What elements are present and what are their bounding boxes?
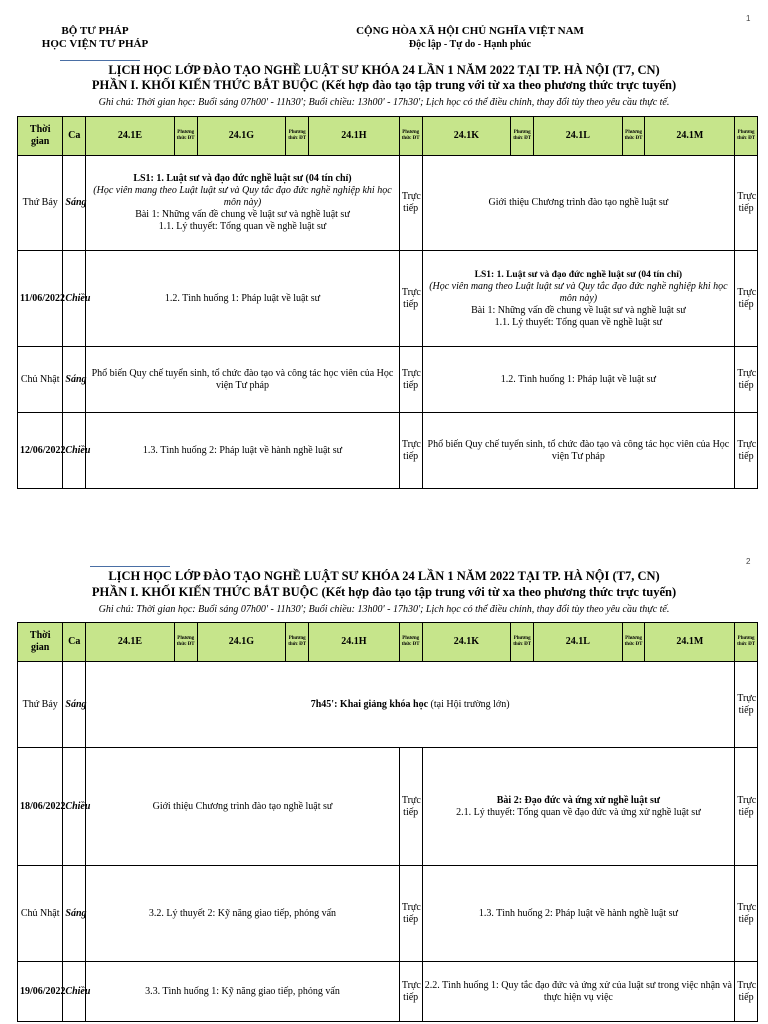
- method-cell: Trực tiếp: [735, 251, 758, 347]
- ministry-name: BỘ TƯ PHÁP: [61, 25, 129, 37]
- lesson-cell: 3.2. Lý thuyết 2: Kỹ năng giao tiếp, phỏng vấn: [86, 866, 400, 962]
- method-cell: Trực tiếp: [399, 866, 422, 962]
- lesson-cell: 3.3. Tình huống 1: Kỹ năng giao tiếp, phỏng vấn: [86, 962, 400, 1022]
- method-cell: Trực tiếp: [399, 413, 422, 489]
- method-cell: Trực tiếp: [735, 662, 758, 748]
- method-cell: Trực tiếp: [399, 962, 422, 1022]
- day-label: Thứ Bảy: [18, 156, 63, 251]
- col-method: Phương thức ĐT: [511, 623, 534, 662]
- col-class-k: 24.1K: [422, 117, 511, 156]
- session-label: Sáng: [63, 662, 86, 748]
- session-label: Chiều: [63, 413, 86, 489]
- motto: Độc lập - Tự do - Hạnh phúc: [408, 39, 532, 50]
- col-method: Phương thức ĐT: [622, 117, 645, 156]
- page-number: 2: [746, 557, 751, 566]
- col-class-g: 24.1G: [197, 623, 286, 662]
- country-name: CỘNG HÒA XÃ HỘI CHỦ NGHĨA VIỆT NAM: [356, 25, 584, 37]
- opening-ceremony-location: (tại Hội trường lớn): [428, 698, 510, 710]
- day-label: Thứ Bảy: [18, 662, 63, 748]
- method-cell: Trực tiếp: [735, 866, 758, 962]
- session-label: Chiều: [63, 748, 86, 866]
- table-row: [18, 962, 758, 1022]
- lesson-cell: 1.3. Tình huống 2: Pháp luật về hành nghề luật sư: [422, 866, 735, 962]
- lesson-cell: Giới thiệu Chương trình đào tạo nghề luật sư: [422, 156, 735, 251]
- academy-name: HỌC VIỆN TƯ PHÁP: [41, 38, 149, 50]
- day-label: Chủ Nhật: [18, 347, 63, 413]
- table-row: [18, 413, 758, 489]
- col-method: Phương thức ĐT: [399, 117, 422, 156]
- header-divider: [90, 566, 170, 567]
- date-label: 19/06/2022: [18, 962, 63, 1022]
- col-time: Thời gian: [18, 117, 63, 156]
- lesson-note: (Học viên mang theo Luật luật sư và Quy tắc đạo đức nghề nghiệp khi học môn này): [429, 280, 728, 304]
- opening-ceremony-cell: [86, 662, 735, 748]
- header-divider: [60, 60, 140, 61]
- col-method: Phương thức ĐT: [622, 623, 645, 662]
- schedule-title: LỊCH HỌC LỚP ĐÀO TẠO NGHỀ LUẬT SƯ KHÓA 24 LẦN 1 NĂM 2022 TẠI TP. HÀ NỘI (T7, CN): [108, 569, 660, 583]
- lesson-line: 1.1. Lý thuyết: Tổng quan về nghề luật sư: [494, 316, 663, 328]
- lesson-title: LS1: 1. Luật sư và đạo đức nghề luật sư (04 tín chỉ): [133, 173, 352, 184]
- day-label: Chủ Nhật: [18, 866, 63, 962]
- col-time: Thời gian: [18, 623, 63, 662]
- table-header-row: [18, 623, 758, 662]
- schedule-table-page2: [17, 622, 758, 1022]
- col-class-k: 24.1K: [422, 623, 511, 662]
- schedule-note: Ghi chú: Thời gian học: Buổi sáng 07h00' - 11h30'; Buổi chiều: 13h00' - 17h30'; Lịch học có thể điều chỉnh, thay đổi tùy theo yêu cầu thực tế.: [98, 97, 670, 108]
- table-header-row: [18, 117, 758, 156]
- col-method: Phương thức ĐT: [286, 623, 309, 662]
- date-label: 12/06/2022: [18, 413, 63, 489]
- col-class-e: 24.1E: [86, 623, 175, 662]
- lesson-line: 2.1. Lý thuyết: Tổng quan về đạo đức và ứng xử nghề luật sư: [456, 806, 701, 818]
- method-cell: Trực tiếp: [399, 347, 422, 413]
- col-method: Phương thức ĐT: [399, 623, 422, 662]
- org-header-right: [330, 25, 610, 51]
- method-cell: Trực tiếp: [735, 347, 758, 413]
- col-class-h: 24.1H: [309, 117, 400, 156]
- col-method: Phương thức ĐT: [735, 117, 758, 156]
- lesson-cell: 2.2. Tình huống 1: Quy tắc đạo đức và ứng xử của luật sư trong việc nhận và thực hiện vụ việc: [422, 962, 735, 1022]
- schedule-title: LỊCH HỌC LỚP ĐÀO TẠO NGHỀ LUẬT SƯ KHÓA 24 LẦN 1 NĂM 2022 TẠI TP. HÀ NỘI (T7, CN): [108, 63, 660, 77]
- method-cell: Trực tiếp: [399, 748, 422, 866]
- table-row: [18, 156, 758, 251]
- col-method: Phương thức ĐT: [735, 623, 758, 662]
- method-cell: Trực tiếp: [735, 156, 758, 251]
- date-label: 11/06/2022: [18, 251, 63, 347]
- lesson-cell: 1.2. Tình huống 1: Pháp luật về luật sư: [422, 347, 735, 413]
- page-number: 1: [746, 14, 751, 23]
- col-class-m: 24.1M: [645, 623, 735, 662]
- lesson-title: Bài 2: Đạo đức và ứng xử nghề luật sư: [496, 794, 660, 806]
- col-class-l: 24.1L: [533, 623, 622, 662]
- col-class-h: 24.1H: [309, 623, 400, 662]
- schedule-note: Ghi chú: Thời gian học: Buổi sáng 07h00' - 11h30'; Buổi chiều: 13h00' - 17h30'; Lịch học có thể điều chỉnh, thay đổi tùy theo yêu cầu thực tế.: [98, 604, 670, 615]
- col-ca: Ca: [63, 623, 86, 662]
- col-class-e: 24.1E: [86, 117, 175, 156]
- session-label: Sáng: [63, 156, 86, 251]
- lesson-line: 1.1. Lý thuyết: Tổng quan về nghề luật sư: [158, 221, 327, 232]
- lesson-cell: Phổ biến Quy chế tuyển sinh, tổ chức đào tạo và công tác học viên của Học viện Tư pháp: [422, 413, 735, 489]
- table-row: [18, 866, 758, 962]
- schedule-subtitle: PHẦN I. KHỐI KIẾN THỨC BẮT BUỘC (Kết hợp đào tạo tập trung với từ xa theo phương thức trực tuyến): [91, 585, 677, 599]
- lesson-cell: [86, 156, 400, 251]
- org-header-left: [20, 25, 170, 51]
- col-method: Phương thức ĐT: [286, 117, 309, 156]
- session-label: Chiều: [63, 251, 86, 347]
- lesson-cell: Phổ biến Quy chế tuyển sinh, tổ chức đào tạo và công tác học viên của Học viện Tư pháp: [86, 347, 400, 413]
- col-method: Phương thức ĐT: [174, 117, 197, 156]
- opening-ceremony-label: 7h45': Khai giảng khóa học: [310, 698, 429, 710]
- session-label: Sáng: [63, 347, 86, 413]
- lesson-cell: [422, 748, 735, 866]
- lesson-cell: Giới thiệu Chương trình đào tạo nghề luật sư: [86, 748, 400, 866]
- lesson-title: LS1: 1. Luật sư và đạo đức nghề luật sư (04 tín chỉ): [474, 269, 683, 280]
- table-row: [18, 347, 758, 413]
- table-row: [18, 748, 758, 866]
- session-label: Chiều: [63, 962, 86, 1022]
- method-cell: Trực tiếp: [399, 251, 422, 347]
- col-class-m: 24.1M: [645, 117, 735, 156]
- table-row: [18, 662, 758, 748]
- col-ca: Ca: [63, 117, 86, 156]
- lesson-line: Bài 1: Những vấn đề chung về luật sư và nghề luật sư: [135, 209, 350, 220]
- method-cell: Trực tiếp: [399, 156, 422, 251]
- date-label: 18/06/2022: [18, 748, 63, 866]
- method-cell: Trực tiếp: [735, 748, 758, 866]
- schedule-table-page1: [17, 116, 758, 489]
- table-row: [18, 251, 758, 347]
- method-cell: Trực tiếp: [735, 413, 758, 489]
- lesson-line: Bài 1: Những vấn đề chung về luật sư và nghề luật sư: [471, 304, 686, 316]
- lesson-cell: 1.3. Tình huống 2: Pháp luật về hành nghề luật sư: [86, 413, 400, 489]
- col-method: Phương thức ĐT: [174, 623, 197, 662]
- lesson-note: (Học viên mang theo Luật luật sư và Quy tắc đạo đức nghề nghiệp khi học môn này): [93, 185, 392, 208]
- col-class-g: 24.1G: [197, 117, 286, 156]
- schedule-subtitle: PHẦN I. KHỐI KIẾN THỨC BẮT BUỘC (Kết hợp đào tạo tập trung với từ xa theo phương thức trực tuyến): [91, 78, 677, 92]
- col-class-l: 24.1L: [533, 117, 622, 156]
- col-method: Phương thức ĐT: [511, 117, 534, 156]
- method-cell: Trực tiếp: [735, 962, 758, 1022]
- session-label: Sáng: [63, 866, 86, 962]
- lesson-cell: [422, 251, 735, 347]
- lesson-cell: 1.2. Tình huống 1: Pháp luật về luật sư: [86, 251, 400, 347]
